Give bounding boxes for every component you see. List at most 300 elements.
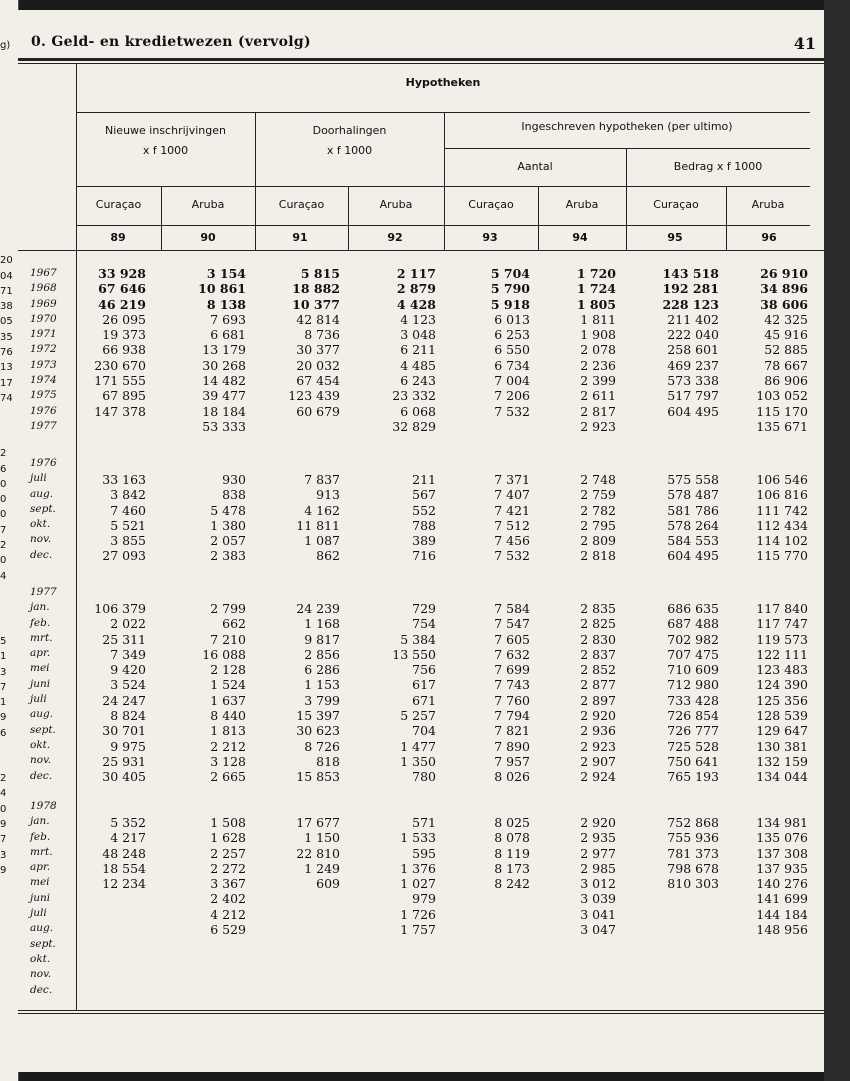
table-cell (102, 891, 146, 906)
row-label: 1970 (30, 312, 57, 325)
table-cell: 8 026 (494, 769, 530, 785)
c93-years-column (491, 266, 530, 434)
table-cell: 114 102 (756, 533, 808, 549)
table-cell (210, 953, 246, 968)
top-rule (18, 58, 824, 61)
table-cell: 30 405 (102, 769, 146, 785)
row-label: 1976 (30, 404, 57, 417)
col-number-93: 93 (482, 231, 498, 244)
header-rule-2 (444, 148, 810, 149)
table-cell: 19 373 (102, 327, 146, 343)
left-fragment: 17 (0, 377, 13, 389)
table-cell: 143 518 (662, 266, 719, 281)
table-cell: 10 861 (198, 281, 246, 297)
table-cell: 117 840 (756, 601, 808, 616)
row-label: sept. (30, 723, 56, 736)
table-cell: 712 980 (667, 677, 719, 693)
table-cell: 123 439 (288, 388, 340, 404)
table-cell: 144 184 (756, 906, 808, 922)
table-cell: 686 635 (667, 601, 719, 616)
table-cell: 2 257 (210, 845, 246, 861)
c95-b1978-column (667, 815, 719, 999)
table-cell: 211 402 (667, 311, 719, 327)
table-cell (494, 937, 530, 952)
row-labels-1976 (30, 456, 57, 563)
table-cell (494, 891, 530, 906)
c96-b1976-column (756, 472, 808, 564)
left-fragment: 9 (0, 712, 7, 724)
row-label: mrt. (30, 631, 53, 644)
table-cell: 25 931 (102, 753, 146, 769)
table-cell (494, 922, 530, 937)
table-cell: 8 824 (110, 708, 146, 724)
table-cell: 7 456 (494, 533, 530, 549)
left-fragment: 0 (0, 509, 7, 521)
table-cell: 140 276 (756, 876, 808, 892)
table-cell: 5 257 (400, 708, 436, 724)
table-cell: 2 665 (210, 769, 246, 785)
table-cell: 756 (412, 662, 436, 678)
c93-b1976-column (494, 472, 530, 564)
table-cell: 3 048 (400, 327, 436, 343)
table-cell: 9 975 (110, 738, 146, 754)
table-cell: 7 004 (494, 373, 530, 389)
table-cell: 2 877 (580, 677, 616, 693)
table-cell: 42 814 (296, 311, 340, 327)
table-cell: 7 460 (110, 502, 146, 518)
table-cell (102, 922, 146, 937)
table-cell: 7 794 (494, 708, 530, 724)
table-cell (662, 419, 719, 434)
table-cell: 103 052 (756, 388, 808, 404)
table-cell: 8 078 (494, 830, 530, 846)
table-cell: 4 123 (400, 311, 436, 327)
table-cell (102, 968, 146, 983)
table-cell (400, 968, 436, 983)
c91-b1976-column (296, 472, 340, 564)
table-cell: 3 041 (580, 906, 616, 922)
row-label: juli (30, 693, 47, 706)
row-label: aug. (30, 487, 54, 500)
left-fragment: 5 (0, 635, 7, 647)
c92-years-column (392, 266, 436, 434)
header-rule-4 (76, 225, 810, 226)
row-label: aug. (30, 922, 54, 935)
left-fragment: 38 (0, 301, 13, 313)
table-cell: 129 647 (756, 723, 808, 739)
table-cell: 66 938 (102, 342, 146, 358)
table-cell (580, 968, 616, 983)
row-label: dec. (30, 548, 53, 561)
table-cell: 818 (316, 753, 340, 769)
col-number-92: 92 (387, 231, 403, 244)
table-cell (400, 983, 436, 998)
left-fragment: 0 (0, 803, 7, 815)
row-label: feb. (30, 616, 51, 629)
c95-years-column (662, 266, 719, 434)
page-number: 41 (793, 34, 816, 53)
table-cell: 5 478 (210, 502, 246, 518)
table-cell: 24 239 (296, 601, 340, 616)
table-cell (102, 937, 146, 952)
header-curacao-95: Curaçao (653, 198, 699, 211)
table-cell (94, 419, 146, 434)
table-cell: 1 724 (576, 281, 616, 297)
table-cell: 9 817 (304, 631, 340, 647)
table-cell: 5 352 (110, 815, 146, 830)
table-cell: 111 742 (756, 502, 808, 518)
table-cell: 2 795 (580, 517, 616, 533)
row-label: juli (30, 907, 47, 920)
table-cell: 2 078 (580, 342, 616, 358)
table-cell: 1 168 (304, 616, 340, 632)
left-fragment: 04 (0, 270, 13, 282)
table-cell: 20 032 (296, 357, 340, 373)
header-aruba-90: Aruba (191, 198, 225, 211)
c95-b1977-column (667, 601, 719, 785)
row-label: 1977 (30, 586, 57, 598)
table-cell: 788 (412, 517, 436, 533)
header-aruba-96: Aruba (751, 198, 785, 211)
table-cell: 1 477 (400, 738, 436, 754)
table-cell: 567 (412, 487, 436, 503)
table-cell: 2 818 (580, 548, 616, 564)
table-cell: 137 308 (756, 845, 808, 861)
c89-b1978-column (102, 815, 146, 999)
table-cell: 2 907 (580, 753, 616, 769)
table-cell: 838 (222, 487, 246, 503)
table-cell: 86 906 (764, 373, 808, 389)
table-cell: 6 734 (494, 357, 530, 373)
table-cell: 7 407 (494, 487, 530, 503)
col-number-91: 91 (292, 231, 308, 244)
table-cell: 1 508 (210, 815, 246, 830)
c94-b1977-column (580, 601, 616, 785)
table-cell: 7 349 (110, 646, 146, 662)
table-cell: 2 402 (210, 891, 246, 907)
table-cell: 750 641 (667, 753, 719, 769)
table-cell: 469 237 (667, 357, 719, 373)
table-cell: 755 936 (667, 830, 719, 846)
c92-b1978-column (400, 815, 436, 999)
table-cell: 4 428 (396, 296, 436, 312)
table-cell: 27 093 (102, 548, 146, 564)
row-label: apr. (30, 647, 51, 660)
left-fragment: 35 (0, 331, 13, 343)
c89-b1976-column (102, 472, 146, 564)
c90-b1977-column (202, 601, 246, 785)
table-cell: 862 (316, 548, 340, 564)
table-cell: 7 837 (304, 472, 340, 487)
table-cell: 1 087 (304, 533, 340, 549)
table-cell: 4 217 (110, 830, 146, 846)
row-label: feb. (30, 830, 51, 843)
table-cell: 26 095 (102, 311, 146, 327)
table-cell: 1 637 (210, 692, 246, 708)
left-fragment: 9 (0, 818, 7, 830)
table-cell: 517 797 (667, 388, 719, 404)
table-cell: 3 799 (304, 692, 340, 708)
table-cell: 13 179 (202, 342, 246, 358)
table-cell: 119 573 (756, 631, 808, 647)
c96-b1977-column (756, 601, 808, 785)
table-cell: 6 550 (494, 342, 530, 358)
table-cell: 7 532 (494, 403, 530, 419)
header-ingeschreven: Ingeschreven hypotheken (per ultimo) (521, 120, 733, 133)
table-cell: 106 546 (756, 472, 808, 487)
table-cell: 12 234 (102, 876, 146, 892)
table-cell: 7 890 (494, 738, 530, 754)
table-cell: 3 012 (580, 876, 616, 892)
left-fragment: 74 (0, 392, 13, 404)
table-cell: 2 799 (210, 601, 246, 616)
table-cell: 228 123 (662, 296, 719, 312)
table-cell: 1 376 (400, 860, 436, 876)
table-cell (210, 968, 246, 983)
row-label: nov. (30, 533, 52, 546)
c89-b1977-column (94, 601, 146, 785)
c96-b1978-column (756, 815, 808, 999)
table-cell (756, 953, 808, 968)
table-cell: 45 916 (764, 327, 808, 343)
table-cell: 3 154 (206, 266, 246, 281)
table-cell: 671 (412, 692, 436, 708)
row-label: 1975 (30, 389, 57, 402)
left-fragment: 1 (0, 697, 7, 709)
table-cell: 716 (412, 548, 436, 564)
col-number-95: 95 (667, 231, 683, 244)
table-cell: 6 253 (494, 327, 530, 343)
table-cell: 733 428 (667, 692, 719, 708)
header-nieuwe: Nieuwe inschrijvingen (105, 124, 226, 137)
table-cell: 6 286 (304, 662, 340, 678)
table-cell: 2 057 (210, 533, 246, 549)
c94-b1978-column (580, 815, 616, 999)
left-fragment: 4 (0, 570, 7, 582)
table-cell: 8 119 (494, 845, 530, 861)
table-cell: 575 558 (667, 472, 719, 487)
table-cell: 1 524 (210, 677, 246, 693)
left-fragment: 13 (0, 362, 13, 374)
statistics-page (18, 10, 824, 1072)
table-cell: 2 236 (580, 357, 616, 373)
table-cell: 3 367 (210, 876, 246, 892)
header-rule-1 (76, 112, 810, 113)
table-cell: 130 381 (756, 738, 808, 754)
table-cell: 2 852 (580, 662, 616, 678)
table-cell: 25 311 (102, 631, 146, 647)
row-label: 1976 (30, 457, 57, 469)
table-cell: 729 (412, 601, 436, 616)
table-cell: 2 825 (580, 616, 616, 632)
row-label: okt. (30, 952, 51, 965)
header-aantal: Aantal (517, 160, 553, 173)
table-cell: 979 (412, 891, 436, 907)
table-cell (494, 907, 530, 922)
table-cell: 39 477 (202, 388, 246, 404)
row-label: okt. (30, 738, 51, 751)
table-cell: 22 810 (296, 845, 340, 861)
table-cell: 46 219 (98, 296, 146, 312)
table-cell: 1 249 (304, 860, 340, 876)
c91-b1977-column (296, 601, 340, 785)
table-cell: 171 555 (94, 373, 146, 389)
table-cell: 1 757 (400, 922, 436, 938)
header-rule-3 (76, 186, 810, 187)
table-cell (210, 937, 246, 952)
row-label: 1973 (30, 358, 57, 371)
table-cell (296, 922, 340, 937)
row-label: dec. (30, 983, 53, 996)
header-curacao-93: Curaçao (468, 198, 514, 211)
table-cell: 702 982 (667, 631, 719, 647)
c91-b1978-column (296, 815, 340, 999)
table-cell: 2 383 (210, 548, 246, 564)
table-cell: 13 550 (392, 646, 436, 662)
c93-b1978-column (494, 815, 530, 999)
row-label: juli (30, 472, 47, 485)
table-cell: 5 790 (490, 281, 530, 297)
table-cell: 7 632 (494, 646, 530, 662)
table-cell: 752 868 (667, 815, 719, 830)
table-cell: 32 829 (392, 418, 436, 434)
table-cell: 211 (412, 472, 436, 487)
row-label: okt. (30, 518, 51, 531)
table-cell (756, 937, 808, 952)
table-cell: 222 040 (667, 327, 719, 343)
table-cell: 604 495 (667, 403, 719, 419)
table-cell: 132 159 (756, 753, 808, 769)
left-fragment: 6 (0, 463, 7, 475)
table-cell: 8 726 (304, 738, 340, 754)
table-cell: 5 918 (490, 296, 530, 312)
table-cell (491, 419, 530, 434)
table-cell: 5 521 (110, 517, 146, 533)
table-cell: 123 483 (756, 662, 808, 678)
table-cell: 2 920 (580, 708, 616, 724)
row-label: dec. (30, 769, 53, 782)
table-cell: 5 704 (490, 266, 530, 281)
table-cell: 578 264 (667, 517, 719, 533)
table-cell: 18 882 (292, 281, 340, 297)
header-nieuwe-unit: x f 1000 (142, 144, 189, 157)
left-fragment: 0 (0, 555, 7, 567)
table-cell: 2 856 (304, 646, 340, 662)
table-cell: 1 805 (576, 296, 616, 312)
table-cell: 7 605 (494, 631, 530, 647)
col-number-90: 90 (200, 231, 216, 244)
row-label: 1972 (30, 343, 57, 356)
c91-years-column (288, 266, 340, 434)
table-cell (494, 968, 530, 983)
table-cell: 52 885 (764, 342, 808, 358)
table-cell: 1 150 (304, 830, 340, 846)
table-cell: 30 268 (202, 357, 246, 373)
table-cell (494, 983, 530, 998)
col-rule-e (348, 186, 349, 250)
header-bedrag: Bedrag x f 1000 (673, 160, 763, 173)
table-cell: 710 609 (667, 662, 719, 678)
table-cell: 4 162 (304, 502, 340, 518)
table-cell (580, 983, 616, 998)
c92-b1976-column (412, 472, 436, 564)
table-cell: 5 384 (400, 631, 436, 647)
table-cell: 2 759 (580, 487, 616, 503)
c94-b1976-column (580, 472, 616, 564)
table-cell: 7 421 (494, 502, 530, 518)
table-cell: 137 935 (756, 860, 808, 876)
table-cell: 33 928 (98, 266, 146, 281)
table-cell: 2 923 (580, 738, 616, 754)
table-cell: 7 760 (494, 692, 530, 708)
table-cell: 726 854 (667, 708, 719, 724)
table-cell: 2 399 (580, 373, 616, 389)
table-cell: 134 044 (756, 769, 808, 785)
table-cell: 8 242 (494, 876, 530, 892)
left-fragment: 9 (0, 864, 7, 876)
table-cell: 7 512 (494, 517, 530, 533)
c94-years-column (577, 266, 616, 434)
table-cell (667, 891, 719, 906)
table-cell: 7 584 (494, 601, 530, 616)
table-cell (580, 953, 616, 968)
left-fragment: 2 (0, 448, 7, 460)
row-label: 1971 (30, 328, 57, 341)
col-rule-f (538, 186, 539, 250)
table-cell: 617 (412, 677, 436, 693)
table-cell: 1 153 (304, 677, 340, 693)
table-cell: 3 047 (580, 922, 616, 938)
left-fragment: 05 (0, 316, 13, 328)
table-cell: 14 482 (202, 373, 246, 389)
table-cell: 15 853 (296, 769, 340, 785)
row-label: sept. (30, 937, 56, 950)
table-cell: 389 (412, 533, 436, 549)
table-cell (296, 907, 340, 922)
top-rule-thin (18, 63, 824, 64)
row-label: mei (30, 876, 50, 889)
table-cell: 34 896 (760, 281, 808, 297)
table-cell: 7 699 (494, 662, 530, 678)
table-cell: 1 813 (210, 723, 246, 739)
table-cell: 754 (412, 616, 436, 632)
c95-b1976-column (667, 472, 719, 564)
table-cell: 8 173 (494, 860, 530, 876)
table-cell: 725 528 (667, 738, 719, 754)
table-cell: 115 170 (756, 403, 808, 419)
table-cell: 930 (222, 472, 246, 487)
table-cell: 106 816 (756, 487, 808, 503)
left-page-fragments (0, 38, 13, 878)
row-label: apr. (30, 861, 51, 874)
table-cell: 112 434 (756, 517, 808, 533)
table-cell: 7 371 (494, 472, 530, 487)
table-cell: 148 956 (756, 922, 808, 938)
table-cell (756, 983, 808, 998)
table-cell: 2 936 (580, 723, 616, 739)
table-cell: 2 117 (396, 266, 436, 281)
table-cell: 30 623 (296, 723, 340, 739)
col-number-94: 94 (572, 231, 588, 244)
left-fragment: g) (0, 40, 11, 51)
table-cell: 2 897 (580, 692, 616, 708)
table-cell: 595 (412, 845, 436, 861)
table-cell: 2 924 (580, 769, 616, 785)
left-fragment: 76 (0, 347, 13, 359)
bottom-rule (18, 1010, 824, 1011)
table-cell: 2 923 (580, 418, 616, 434)
row-label: sept. (30, 502, 56, 515)
